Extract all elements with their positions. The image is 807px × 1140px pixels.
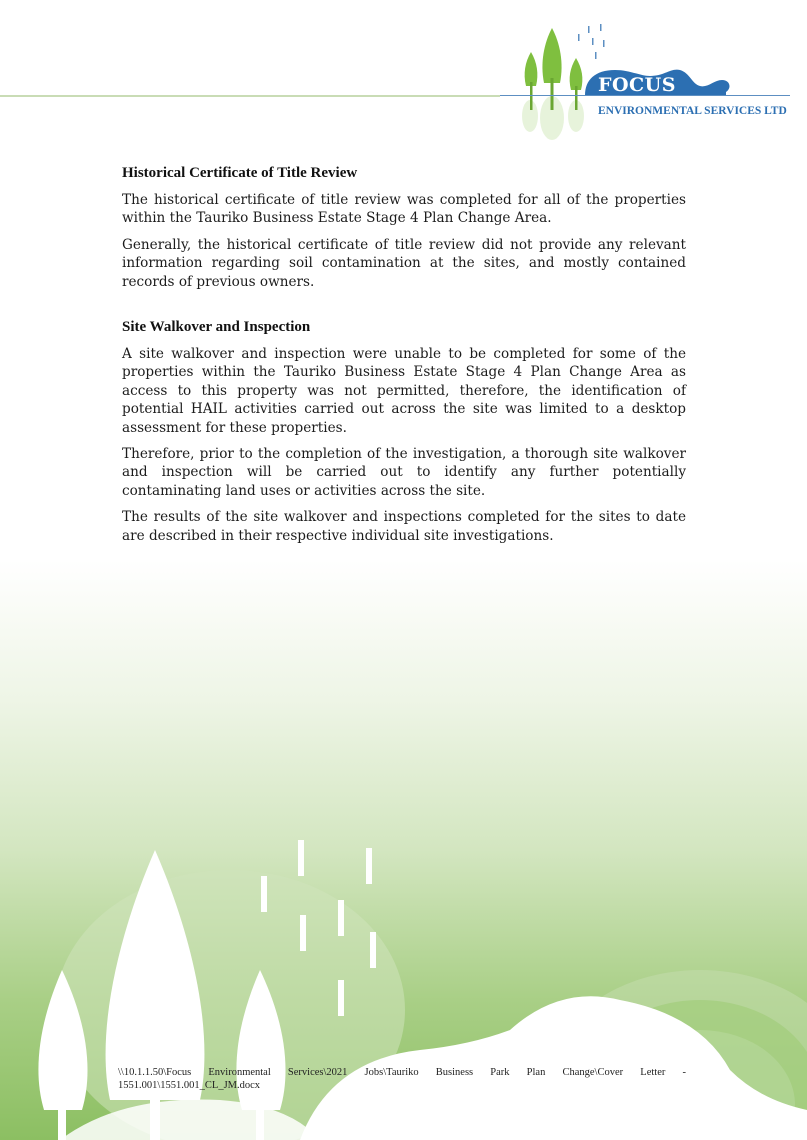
body-paragraph: The results of the site walkover and inspections completed for the sites to date are described in their respective individual site investigations. — [122, 509, 686, 544]
tree-small-right-trunk — [256, 1105, 264, 1140]
document-body — [122, 163, 686, 553]
rain-dash — [366, 848, 372, 884]
logo-title: FOCUS — [598, 74, 676, 96]
logo-tree-right — [570, 58, 583, 90]
body-paragraph: Generally, the historical certificate of title review did not provide any relevant information regarding soil contamination at the sites, and mostly contained records of previous owners. — [122, 236, 686, 290]
rain-dash — [338, 900, 344, 936]
body-paragraph: The historical certificate of title review was completed for all of the properties within the Tauriko Business Estate Stage 4 Plan Change Area. — [122, 192, 686, 227]
section-site-walkover — [122, 317, 686, 545]
rain-dash — [298, 840, 304, 876]
footer-file-path: \\10.1.1.50\Focus Environmental Services\2021 Jobs\Tauriko Business Park Plan Change\Cover Letter - 1551.001\1551.001_CL_JM.docx — [118, 1067, 686, 1091]
logo-subtitle: ENVIRONMENTAL SERVICES LTD — [598, 105, 787, 117]
logo-tree-left — [525, 52, 538, 86]
section-title-review — [122, 163, 686, 291]
tree-small-left-trunk — [58, 1105, 66, 1140]
company-logo — [500, 18, 800, 148]
body-paragraph: Therefore, prior to the completion of the investigation, a thorough site walkover and inspection will be carried out to identify any further potentially contaminating land uses or activities across the site. — [122, 446, 686, 499]
rain-dash — [261, 876, 267, 912]
logo-tree-center — [542, 28, 561, 83]
rain-dash — [300, 915, 306, 951]
header-rule — [0, 95, 500, 97]
rain-dash — [370, 932, 376, 968]
logo-rain — [578, 24, 605, 59]
rain-dash — [338, 980, 344, 1016]
tree-tall-trunk — [150, 1095, 160, 1140]
body-paragraph: A site walkover and inspection were unable to be completed for some of the properties within the Tauriko Business Estate Stage 4 Plan Change Area as access to this property was not permitted, therefore, the identification of potential HAIL activities carried out across the site was limited to a desktop assessment for these properties. — [122, 346, 686, 436]
section-heading: Site Walkover and Inspection — [122, 319, 311, 336]
section-heading: Historical Certificate of Title Review — [122, 165, 358, 181]
